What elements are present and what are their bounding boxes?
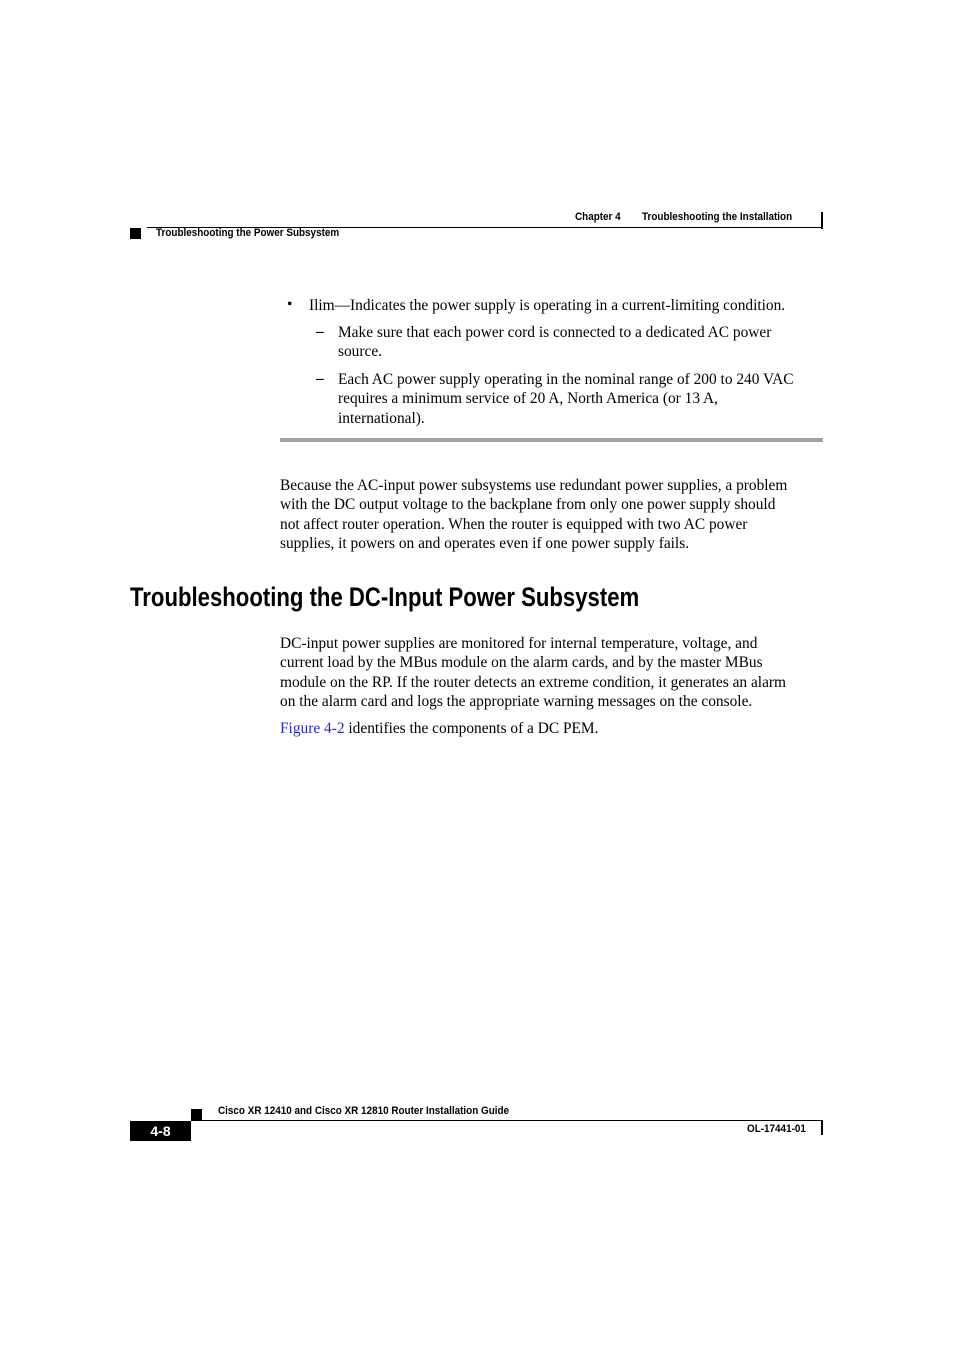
subitem-1-line-2: source. — [338, 343, 383, 361]
subitem-1-line-1: Make sure that each power cord is connected to a dedicated AC power — [338, 324, 772, 341]
header-chapter: Chapter 4 — [575, 211, 621, 223]
paragraph1-line-2: with the DC output voltage to the backplane from only one power supply should — [280, 496, 776, 514]
subitem-2-line-2: requires a minimum service of 20 A, North America (or 13 A, — [338, 390, 718, 408]
bullet-marker: • — [287, 296, 293, 313]
footer-guide-title: Cisco XR 12410 and Cisco XR 12810 Router Installation Guide — [218, 1105, 510, 1117]
figure-4-2-link[interactable]: Figure 4-2 — [280, 720, 345, 737]
footer-rule — [191, 1120, 823, 1121]
subitem-1 — [338, 323, 883, 362]
paragraph-dc-monitoring — [280, 634, 825, 711]
subitem-2 — [338, 370, 883, 428]
header-chapter-title: Troubleshooting the Installation — [642, 211, 793, 223]
subitem-2-line-1: Each AC power supply operating in the nominal range of 200 to 240 VAC — [338, 371, 794, 388]
note-separator — [280, 438, 823, 442]
page-number: 4-8 — [130, 1121, 191, 1141]
header-marker-square — [130, 228, 141, 239]
subitem-dash-2: – — [316, 370, 324, 387]
paragraph2-line-2: current load by the MBus module on the alarm cards, and by the master MBus — [280, 654, 763, 672]
footer-doc-number: OL-17441-01 — [747, 1123, 806, 1135]
subitem-2-line-3: international). — [338, 409, 425, 427]
paragraph-redundant-supplies — [280, 476, 825, 553]
paragraph2-line-3: module on the RP. If the router detects an extreme condition, it generates an alarm — [280, 673, 787, 691]
figure-reference-text: identifies the components of a DC PEM. — [344, 720, 599, 737]
header-section: Troubleshooting the Power Subsystem — [156, 227, 340, 239]
paragraph-figure-reference — [280, 719, 825, 738]
paragraph2-line-4: on the alarm card and logs the appropriate warning messages on the console. — [280, 692, 753, 710]
paragraph2-line-1: DC-input power supplies are monitored for internal temperature, voltage, and — [280, 635, 758, 652]
footer-vertical-rule — [821, 1121, 823, 1135]
section-heading: Troubleshooting the DC-Input Power Subsystem — [130, 582, 640, 612]
bullet-text: Ilim—Indicates the power supply is operating in a current-limiting condition. — [309, 297, 786, 314]
footer-marker-square — [191, 1109, 202, 1120]
paragraph1-line-4: supplies, it powers on and operates even if one power supply fails. — [280, 534, 690, 552]
paragraph1-line-1: Because the AC-input power subsystems use redundant power supplies, a problem — [280, 477, 788, 494]
subitem-dash-1: – — [316, 323, 324, 340]
paragraph1-line-3: not affect router operation. When the router is equipped with two AC power — [280, 515, 748, 533]
